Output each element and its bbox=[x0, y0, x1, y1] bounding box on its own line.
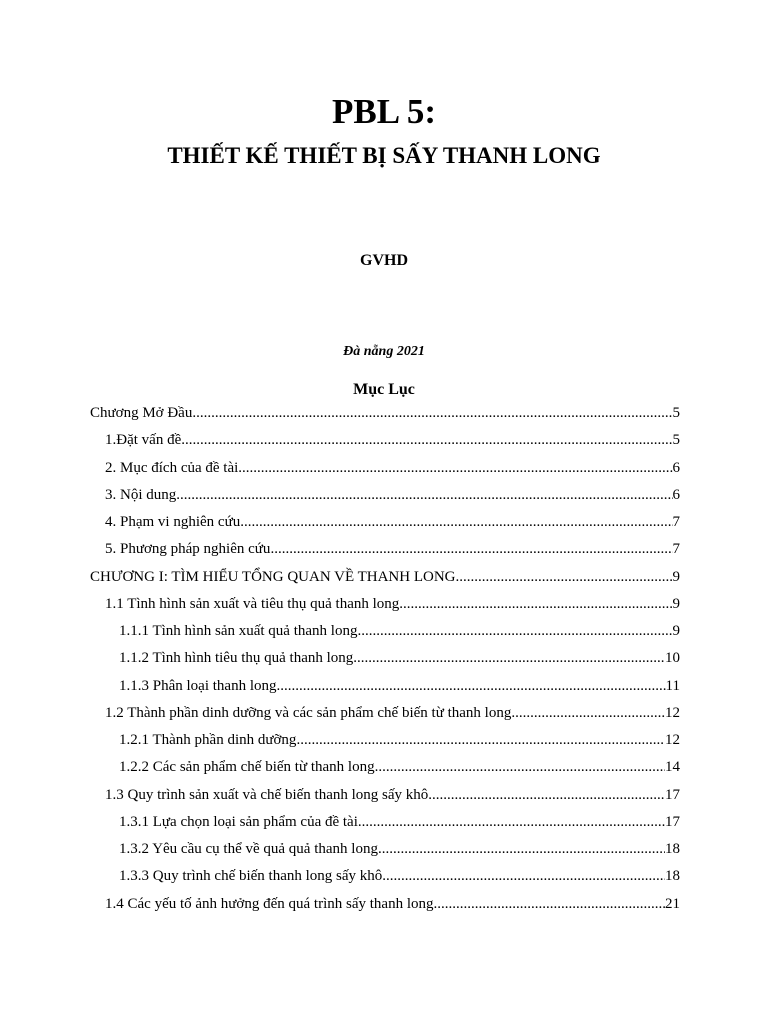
toc-entry[interactable] bbox=[90, 482, 680, 509]
dot-leader bbox=[357, 623, 672, 640]
toc-entry-page: 7 bbox=[672, 541, 680, 558]
toc-entry-label: 1.3 Quy trình sản xuất và chế biến thanh long sấy khô bbox=[105, 786, 429, 803]
dot-leader bbox=[176, 487, 672, 504]
dot-leader bbox=[192, 405, 672, 422]
dot-leader bbox=[270, 541, 672, 558]
dot-leader bbox=[296, 732, 665, 749]
toc-entry[interactable] bbox=[90, 836, 680, 863]
toc-entry-label: 1.3.1 Lựa chọn loại sản phẩm của đề tài bbox=[119, 813, 358, 830]
toc-entry-page: 11 bbox=[665, 677, 680, 694]
toc-entry-label: 1.1 Tình hình sản xuất và tiêu thụ quả thanh long bbox=[105, 595, 400, 612]
toc-entry-label: 1.1.1 Tình hình sản xuất quả thanh long bbox=[119, 623, 358, 640]
toc-entry-page: 21 bbox=[665, 895, 680, 912]
toc-entry-page: 10 bbox=[665, 650, 680, 667]
toc-entry-page: 12 bbox=[665, 732, 680, 749]
toc-entry[interactable] bbox=[90, 564, 680, 591]
toc-entry-label: 1.2.1 Thành phần dinh dưỡng bbox=[119, 732, 297, 749]
dot-leader bbox=[378, 841, 665, 858]
toc-entry-page: 12 bbox=[665, 704, 680, 721]
toc-entry[interactable] bbox=[90, 700, 680, 727]
toc-entry[interactable] bbox=[90, 727, 680, 754]
toc-entry-page: 17 bbox=[665, 786, 680, 803]
toc-entry[interactable] bbox=[90, 427, 680, 454]
dot-leader bbox=[240, 514, 672, 531]
toc-entry-page: 9 bbox=[672, 623, 680, 640]
dot-leader bbox=[428, 787, 665, 804]
dot-leader bbox=[277, 678, 666, 695]
toc-entry-label: 1.2 Thành phần dinh dưỡng và các sản phẩm chế biến từ thanh long bbox=[105, 704, 512, 721]
dot-leader bbox=[456, 569, 673, 586]
dot-leader bbox=[358, 814, 665, 831]
toc-entry-page: 6 bbox=[672, 459, 680, 476]
toc-entry[interactable] bbox=[90, 645, 680, 672]
toc-entry-page: 5 bbox=[672, 432, 680, 449]
toc-entry-page: 9 bbox=[672, 595, 680, 612]
toc-entry-label: 2. Mục đích của đề tài bbox=[105, 459, 239, 476]
dot-leader bbox=[434, 896, 666, 913]
toc-entry[interactable] bbox=[90, 536, 680, 563]
toc-entry-label: 1.2.2 Các sản phẩm chế biến từ thanh long bbox=[119, 759, 375, 776]
toc-entry[interactable] bbox=[90, 891, 680, 918]
toc-entry[interactable] bbox=[90, 591, 680, 618]
toc-entry-page: 6 bbox=[672, 486, 680, 503]
dot-leader bbox=[382, 868, 665, 885]
toc-entry-page: 17 bbox=[665, 813, 680, 830]
toc-entry[interactable] bbox=[90, 754, 680, 781]
toc-entry-label: 1.Đặt vấn đề bbox=[105, 432, 182, 449]
toc-entry-label: 3. Nội dung bbox=[105, 486, 177, 503]
toc-entry-label: 1.1.2 Tình hình tiêu thụ quả thanh long bbox=[119, 650, 354, 667]
toc-entry[interactable] bbox=[90, 455, 680, 482]
dot-leader bbox=[375, 759, 665, 776]
toc-entry[interactable] bbox=[90, 809, 680, 836]
place-year: Đà nẵng 2021 bbox=[343, 344, 425, 359]
toc-entry[interactable] bbox=[90, 509, 680, 536]
toc-heading: Mục Lục bbox=[353, 381, 415, 398]
toc-entry-page: 18 bbox=[665, 868, 680, 885]
toc-entry[interactable] bbox=[90, 618, 680, 645]
document-title: PBL 5: bbox=[331, 92, 437, 131]
toc-entry-label: Chương Mở Đầu bbox=[90, 405, 193, 422]
toc-entry[interactable] bbox=[90, 673, 680, 700]
dot-leader bbox=[511, 705, 665, 722]
toc-entry-label: 4. Phạm vi nghiên cứu bbox=[105, 514, 241, 531]
toc-entry-label: 1.3.3 Quy trình chế biến thanh long sấy khô bbox=[119, 868, 383, 885]
toc-entry-page: 18 bbox=[665, 841, 680, 858]
toc-entry-label: 1.4 Các yếu tố ảnh hưởng đến quá trình sấy thanh long bbox=[105, 895, 434, 912]
toc-entry-page: 14 bbox=[665, 759, 680, 776]
toc-entry[interactable] bbox=[90, 863, 680, 890]
toc-entry-label: CHƯƠNG I: TÌM HIỂU TỔNG QUAN VỀ THANH LONG bbox=[90, 568, 456, 585]
toc-entry-label: 5. Phương pháp nghiên cứu bbox=[105, 541, 271, 558]
dot-leader bbox=[238, 460, 672, 477]
toc-entry-page: 7 bbox=[672, 514, 680, 531]
toc-entry-label: 1.3.2 Yêu cầu cụ thể về quả quả thanh long bbox=[119, 841, 378, 858]
toc-entry-page: 9 bbox=[672, 568, 680, 585]
table-of-contents bbox=[90, 400, 680, 918]
dot-leader bbox=[399, 596, 672, 613]
dot-leader bbox=[181, 432, 672, 449]
dot-leader bbox=[353, 650, 665, 667]
document-subtitle: THIẾT KẾ THIẾT BỊ SẤY THANH LONG bbox=[167, 143, 601, 168]
toc-entry-page: 5 bbox=[672, 405, 680, 422]
toc-entry[interactable] bbox=[90, 782, 680, 809]
toc-entry[interactable] bbox=[90, 400, 680, 427]
toc-entry-label: 1.1.3 Phân loại thanh long bbox=[119, 677, 277, 694]
advisor-label: GVHD bbox=[360, 252, 408, 269]
